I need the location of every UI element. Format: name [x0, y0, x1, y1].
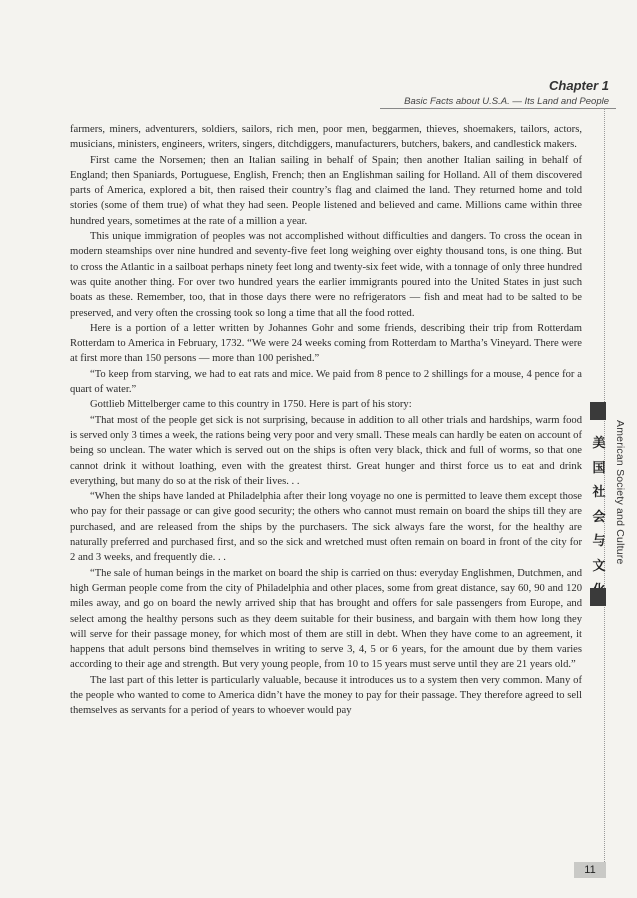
tab-char: 美	[592, 436, 606, 451]
tab-english-title	[614, 420, 628, 600]
tab-chinese-title	[591, 432, 607, 604]
tab-char: 与	[592, 534, 606, 549]
running-header	[404, 78, 609, 108]
body-text	[70, 122, 582, 719]
paragraph: Here is a portion of a letter written by Johannes Gohr and some friends, describing their trip from Rotterdam Rotterdam to America in February, 1732. “We were 24 weeks coming from Rotterdam to Martha’s Vineyard. There were at first more than 150 persons — more than 100 perished.”	[70, 322, 582, 365]
chapter-subtitle: Basic Facts about U.S.A. — Its Land and People	[404, 96, 609, 107]
side-tab	[590, 398, 608, 610]
paragraph: The last part of this letter is particularly valuable, because it introduces us to a system then very common. Many of the people who wanted to come to America didn’t have the money to pay for their passage. They therefore agreed to sell themselves as servants for a period of years to whoever would pay	[70, 674, 582, 717]
tab-char: 文	[592, 558, 606, 574]
tab-char: 国	[592, 460, 606, 476]
tab-char: 会	[592, 509, 606, 525]
tab-char: 社	[592, 485, 606, 500]
paragraph: “That most of the people get sick is not surprising, because in addition to all other trials and hardships, warm food is served only 3 times a week, the rations being very poor and very small. These meals can hardly be eaten on account of being so unclean. The water which is served out on the ships is often very black, thick and full of worms, so that one cannot drink it without loathing, even with the greatest thirst. Great hunger and thirst force us to eat and drink everything, but many do so at the risk of their lives. . .	[70, 414, 582, 487]
page-number: 11	[574, 862, 606, 878]
chapter-title: Chapter 1	[549, 78, 609, 93]
tab-english-text: American Society and Culture	[614, 420, 626, 565]
tab-bar-bottom	[590, 588, 606, 606]
tab-bar-top	[590, 402, 606, 420]
paragraph: This unique immigration of peoples was not accomplished without difficulties and dangers. To cross the ocean in modern steamships over nine hundred and seventy-five feet long weighing over eighty thousand tons, is one thing. But to cross the Atlantic in a sailboat perhaps ninety feet long and twenty-six feet wide, with a tonnage of only three hundred was quite another thing. For over two hundred years the earlier immigrants poured into the United States in just such boats as these. Remember, too, that in those days there were no refrigerators — fish and meat had to be salted to be preserved, and very often the crossing took so long a time that all the food rotted.	[70, 231, 582, 319]
paragraph: First came the Norsemen; then an Italian sailing in behalf of Spain; then another Italian sailing in behalf of England; then Spaniards, Portuguese, English, French; then an Englishman sailing for Holland. All of them discovered parts of America, explored a bit, then raised their country’s flag and claimed the land. They returned home and told stories (some of them true) of what they had seen. People listened and believed and came. Millions came within three hundred years, sometimes at the rate of a million a year.	[70, 154, 582, 227]
paragraph: “To keep from starving, we had to eat rats and mice. We paid from 8 pence to 2 shillings for a mouse, 4 pence for a quart of water.”	[70, 368, 582, 396]
paragraph: Gottlieb Mittelberger came to this country in 1750. Here is part of his story:	[90, 399, 412, 411]
paragraph: “The sale of human beings in the market on board the ship is carried on thus: everyday Englishmen, Dutchmen, and high German people come from the city of Philadelphia and other places, some from great distance, say 60, 90 and 120 miles away, and go on board the newly arrived ship that has brought and offers for sale passengers from Europe, and select among the healthy persons such as they deem suitable for their business, and bargain with them how long they will serve for their passage money, for which most of them are still in debt. When they have come to an agreement, it happens that adult persons bind themselves in writing to serve 3, 4, 5 or 6 years, for the amount due by them varies according to their age and strength. But very young people, from 10 to 15 years must serve until they are 21 years old.”	[70, 567, 582, 671]
paragraph-continued: farmers, miners, adventurers, soldiers, sailors, rich men, poor men, beggarmen, thieves, shoemakers, tailors, actors, musicians, ministers, engineers, writers, singers, ditchdiggers, manufacturers, butchers, bakers, and candlestick makers.	[70, 124, 582, 151]
header-rule	[380, 108, 616, 109]
paragraph: “When the ships have landed at Philadelphia after their long voyage no one is permitted to leave them except those who pay for their passage or can give good security; the others who cannot must remain on board the ships till they are purchased, and are released from the ships by the purchasers. The sick always fare the worst, for the healthy are naturally preferred and purchased first, and so the sick and wretched must often remain on board in front of the city for 2 and 3 weeks, and frequently die. . .	[70, 491, 582, 564]
